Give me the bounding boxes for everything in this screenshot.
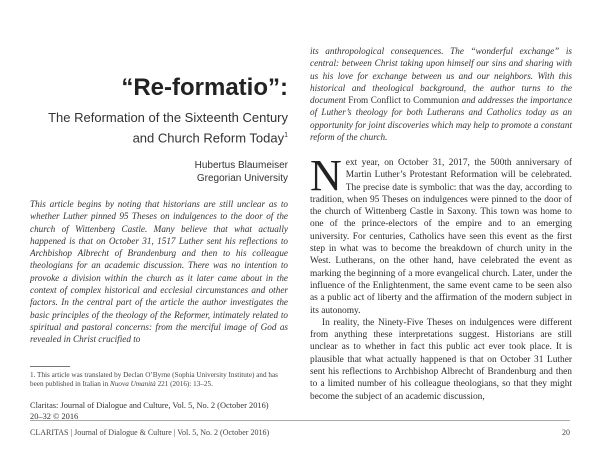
abstract-cont-part1: its anthropological consequences. The “wonderful exchange” is central: between Christ taking upon himself our sins and sharing with us his love for exchange between us and our neighbors. With this historical and theological background, the author turns to the document: [310, 46, 572, 106]
footnote: [30, 371, 288, 390]
article-title: “Re-formatio”:: [121, 74, 288, 101]
footer-divider: [30, 420, 570, 421]
subtitle-line-2: and Church Reform Today: [132, 130, 285, 146]
subtitle-line-1: The Reformation of the Sixteenth Century: [48, 110, 288, 125]
page-footer: [30, 428, 570, 438]
author-name: Hubertus Blaumeiser: [194, 160, 288, 172]
author-block: [30, 159, 288, 185]
abstract-continuation: [310, 45, 572, 143]
citation-line-2: 20–32 © 2016: [30, 411, 79, 421]
body-paragraph-1-text: ext year, on October 31, 2017, the 500th anniversary of Martin Luther’s Protestant Reformation will be celebrated. The precise date is symbolic: that was the day, according to tradition, when 95 Theses on indulgences were pinned to the door of the church of Wittenberg Castle in Saxony. This town was home to one of the prince-electors of the empire and to an emerging university. For centuries, Catholics have seen this event as the first step in what was to become the breakdown of church unity in the West. Lutherans, on the other hand, have celebrated the event as marking the beginning of a more evangelical church. Later, under the influence of the Enlightenment, the same event came to be seen also as a public act of liberty and the affirmation of the modern subject in its autonomy.: [310, 158, 572, 316]
page-number: 20: [562, 428, 570, 437]
footnote-rest: 221 (2016): 13–25.: [155, 380, 213, 389]
article-body: [310, 151, 572, 403]
citation-line-1: Claritas: Journal of Dialogue and Culture, Vol. 5, No. 2 (October 2016): [30, 401, 269, 410]
body-paragraph: [310, 151, 572, 317]
running-head: CLARITAS | Journal of Dialogue & Culture | Vol. 5, No. 2 (October 2016): [30, 428, 270, 437]
article-subtitle: [30, 109, 288, 147]
author-affiliation: Gregorian University: [196, 173, 288, 185]
abstract-cont-part2: and addresses the importance of Luther’s theology for both Lutherans and Catholics today as an opportunity for joint discoveries which may help to promote a constant reform of the church.: [310, 95, 573, 143]
footnote-marker: 1: [284, 132, 288, 139]
abstract: This article begins by noting that historians are still unclear as to whether Luther pinned 95 Theses on indulgences to the door of the church of Wittenberg Castle. Many believe that what actually happened is that on October 31, 1517 Luther sent his reflections to Archbishop Albrecht of Brandenburg and then to his colleague theologians for an academic discussion. There was no intention to provoke a division within the church as it later came about in the context of complex historical and ecclesial circumstances and other factors. In the central part of the article the author investigates the basic principles of the theology of the Reformer, intimately related to spiritual and pastoral concerns: from the merciful image of God as revealed in Christ crucified to: [30, 199, 288, 345]
drop-cap: N: [310, 151, 342, 200]
referenced-document-title: From Conflict to Communion: [348, 95, 460, 106]
title-block: [30, 75, 288, 185]
footnote-divider: [30, 366, 70, 367]
footnote-text: 1. This article was translated by Declan O’Byrne (Sophia University Institute) and has been published in Italian in: [30, 371, 278, 389]
body-paragraph: In reality, the Ninety-Five Theses on indulgences were different from anything these interpretations suggest. Historians are still unclear as to whether in fact this public act ever took place. It is plausible that what actually happened is that on October 31 Luther sent his reflections to Archbishop Albrecht of Brandenburg and then to a limited number of his colleague theologians, so that they might become the subject of an academic discussion,: [310, 317, 572, 402]
footnote-journal: Nuova Umanità: [110, 380, 156, 389]
